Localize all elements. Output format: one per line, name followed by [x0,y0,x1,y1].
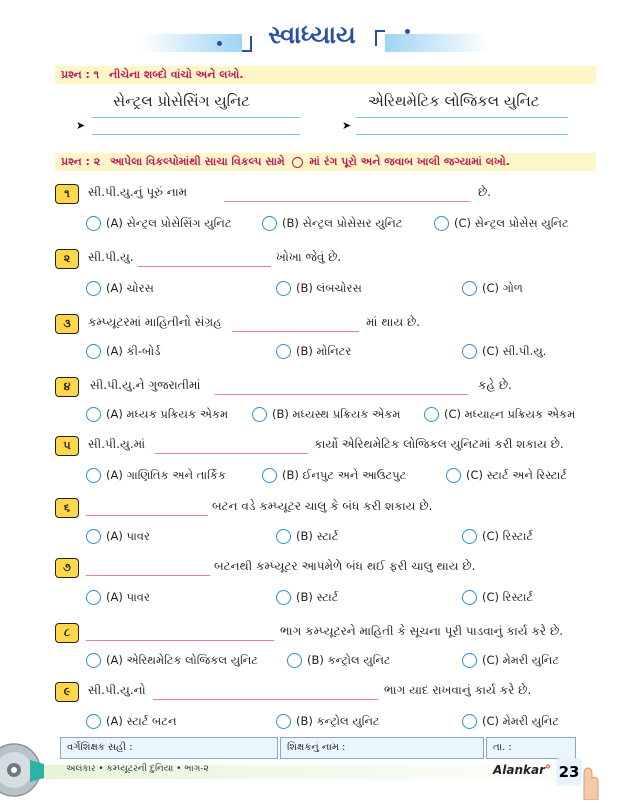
option-label: (A) સેન્ટ્રલ પ્રોસેસિંગ યુનિટ [106,216,232,230]
radio-circle-icon[interactable] [462,714,477,729]
q2-instruction-part2: માં રંગ પૂરો અને જવાબ ખાલી જગ્યામાં લખો. [309,155,510,168]
circle-icon [292,157,303,168]
radio-circle-icon[interactable] [86,344,101,359]
option-c[interactable] [462,651,559,669]
class-teacher-label: વર્ગશિક્ષક સહી : [67,742,133,753]
option-label: (B) લંબચોરસ [296,281,362,295]
option-label: (A) મધ્યક પ્રક્રિયક એકમ [106,407,229,421]
option-label: (C) રિસ્ટાર્ટ [482,590,534,604]
option-a[interactable] [86,405,228,423]
question-text: કમ્પ્યૂટરમાં માહિતીનો સંગ્રહ [88,315,222,329]
option-b[interactable] [276,588,338,606]
radio-circle-icon[interactable] [446,468,461,483]
question-text-end: છે. [478,185,492,199]
option-label: (A) ચોરસ [106,281,154,295]
option-c[interactable] [462,588,533,606]
answer-blank[interactable] [86,640,274,641]
radio-circle-icon[interactable] [276,344,291,359]
option-label: (B) સ્ટાર્ટ [296,590,339,604]
brand-logo: Alankar° [493,763,552,777]
option-c[interactable] [446,466,567,484]
answer-blank[interactable] [86,575,210,576]
option-b[interactable] [276,527,338,545]
option-a[interactable] [86,214,232,232]
radio-circle-icon[interactable] [462,344,477,359]
question-text: સી.પી.યુ.નો [88,683,146,697]
question-number: ૮ [55,623,79,643]
question-text-end: માં થાય છે. [366,315,421,329]
option-label: (C) ગોળ [482,281,523,295]
option-c[interactable] [434,214,569,232]
option-a[interactable] [86,342,160,360]
question-text: સી.પી.યુ. [88,250,134,264]
answer-blank[interactable] [232,331,359,332]
radio-circle-icon[interactable] [462,653,477,668]
option-b[interactable] [252,405,401,423]
title-dot-icon [405,29,410,34]
question-text-end: ભાગ કમ્પ્યૂટરને માહિતી કે સૂચના પૂરી પાડવાનું કાર્ય કરે છે. [280,624,564,638]
q1-term-2: એરિથમેટિક લોજિકલ યુનિટ [368,92,540,110]
option-label: (B) સેન્ટ્રલ પ્રોસેસર યુનિટ [282,216,403,230]
class-teacher-signature-field[interactable] [60,737,278,759]
option-label: (C) મેમરી યુનિટ [482,653,560,667]
q1-writing-line-2a [356,117,568,118]
radio-circle-icon[interactable] [262,468,277,483]
option-a[interactable] [86,651,258,669]
radio-circle-icon[interactable] [86,281,101,296]
question-text: સી.પી.યુ.નું પૂરું નામ [88,185,188,199]
option-label: (A) ગાણિતિક અને તાર્કિક [106,468,226,482]
question-text-end: બટનથી કમ્પ્યૂટર આપમેળે બંધ થઈ ફરી ચાલુ થાય છે. [214,559,476,573]
question-text-end: ખોખા જેવું છે. [276,250,342,264]
option-b[interactable] [287,651,391,669]
question-number: ૬ [55,498,79,518]
option-b[interactable] [276,342,351,360]
question-text-end: કાર્યો એરિથમેટિક લોજિકલ યુનિટમાં કરી શકાય છે. [314,437,564,451]
option-b[interactable] [262,466,406,484]
question-text: સી.પી.યુ.ને ગુજરાતીમાં [90,378,201,392]
radio-circle-icon[interactable] [462,281,477,296]
question-text-end: કહે છે. [478,378,512,392]
radio-circle-icon[interactable] [276,590,291,605]
teacher-name-field[interactable] [280,737,484,759]
option-label: (C) સ્ટાર્ટ અને રિસ્ટાર્ટ [466,468,568,482]
question-number: ૩ [55,314,79,334]
option-label: (B) મોનિટર [296,344,352,358]
date-field[interactable] [486,737,576,759]
option-a[interactable] [86,527,150,545]
answer-blank[interactable] [155,453,308,454]
question-text-end: બટન વડે કમ્પ્યૂટર ચાલુ કે બંધ કરી શકાય છે. [212,499,433,513]
radio-circle-icon[interactable] [276,714,291,729]
q2-instruction-band [55,153,596,171]
title-dot-icon [217,41,222,46]
option-a[interactable] [86,712,177,730]
question-number: ૧ [55,184,79,204]
option-label: (A) એરિથમેટિક લોજિકલ યુનિટ [106,653,258,667]
page-title: સ્વાધ્યાય [268,20,356,49]
option-c[interactable] [462,342,546,360]
radio-circle-icon[interactable] [262,216,277,231]
radio-circle-icon[interactable] [287,653,302,668]
page-number: 23 [556,758,582,786]
option-a[interactable] [86,466,226,484]
option-label: (C) મધ્યાહ્ન પ્રક્રિયક એકમ [444,407,576,421]
option-b[interactable] [262,214,402,232]
radio-circle-icon[interactable] [86,653,101,668]
brand-name: Alankar [493,763,546,777]
radio-circle-icon[interactable] [86,529,101,544]
radio-circle-icon[interactable] [86,590,101,605]
q1-instruction: નીચેના શબ્દો વાંચો અને લખો. [108,68,244,81]
q1-writing-line-1a [92,117,300,118]
q2-label: પ્રશ્ન : ૨ [61,155,101,168]
radio-circle-icon[interactable] [434,216,449,231]
radio-circle-icon[interactable] [462,590,477,605]
q2-instruction-part1: આપેલા વિકલ્પોમાંથી સાચા વિકલ્પ સામે [110,155,285,168]
option-c[interactable] [424,405,575,423]
option-label: (A) સ્ટાર્ટ બટન [106,714,177,728]
answer-blank[interactable] [138,266,271,267]
question-number: ૯ [55,682,79,702]
q1-writing-line-2b[interactable] [356,134,568,135]
question-text: સી.પી.યુ.માં [88,437,146,451]
option-label: (C) સી.પી.યુ. [482,344,547,358]
pointing-hand-icon [580,760,600,800]
title-bar-right [385,34,490,52]
radio-circle-icon[interactable] [86,468,101,483]
radio-circle-icon[interactable] [86,216,101,231]
answer-blank[interactable] [215,394,468,395]
answer-blank[interactable] [224,201,470,202]
option-c[interactable] [462,527,533,545]
arrow-icon: ➤ [342,119,352,132]
option-label: (C) સેન્ટ્રલ પ્રોસેસ યુનિટ [454,216,569,230]
option-label: (B) સ્ટાર્ટ [296,529,339,543]
radio-circle-icon[interactable] [276,281,291,296]
question-text-end: ભાગ યાદ રાખવાનું કાર્ય કરે છે. [384,683,532,697]
option-b[interactable] [276,712,380,730]
option-c[interactable] [462,279,523,297]
q1-label: પ્રશ્ન : ૧ [61,68,100,81]
option-a[interactable] [86,279,154,297]
radio-circle-icon[interactable] [86,407,101,422]
radio-circle-icon[interactable] [86,714,101,729]
option-b[interactable] [276,279,362,297]
option-a[interactable] [86,588,150,606]
q1-term-1: સેન્ટ્રલ પ્રોસેસિંગ યુનિટ [113,92,250,110]
option-label: (B) મધ્યસ્થ પ્રક્રિયક એકમ [272,407,401,421]
option-label: (A) પાવર [106,529,150,543]
option-c[interactable] [462,712,559,730]
title-bar-left [140,34,242,52]
option-label: (A) કી-બોર્ડ [106,344,161,358]
option-label: (A) પાવર [106,590,150,604]
date-label: તા. : [493,742,512,753]
question-number: ૨ [55,249,79,269]
teacher-label: શિક્ષકનું નામ : [287,742,346,753]
radio-circle-icon[interactable] [462,529,477,544]
q1-instruction-band [55,66,596,84]
q1-writing-line-1b[interactable] [92,134,300,135]
option-label: (B) કન્ટ્રોલ યુનિટ [307,653,391,667]
answer-blank[interactable] [86,515,208,516]
question-number: ૭ [55,558,79,578]
option-label: (C) મેમરી યુનિટ [482,714,560,728]
cd-disc-icon [0,742,44,798]
radio-circle-icon[interactable] [276,529,291,544]
option-label: (B) કન્ટ્રોલ યુનિટ [296,714,380,728]
option-label: (B) ઈનપુટ અને આઉટપુટ [282,468,407,482]
arrow-icon: ➤ [76,119,86,132]
option-label: (C) રિસ્ટાર્ટ [482,529,534,543]
series-title: અલંકાર • કમ્પ્યૂટરની દુનિયા • ભાગ-૨ [66,764,209,774]
answer-blank[interactable] [153,699,378,700]
question-number: ૪ [55,377,79,397]
radio-circle-icon[interactable] [252,407,267,422]
question-number: ૫ [55,436,79,456]
radio-circle-icon[interactable] [424,407,439,422]
